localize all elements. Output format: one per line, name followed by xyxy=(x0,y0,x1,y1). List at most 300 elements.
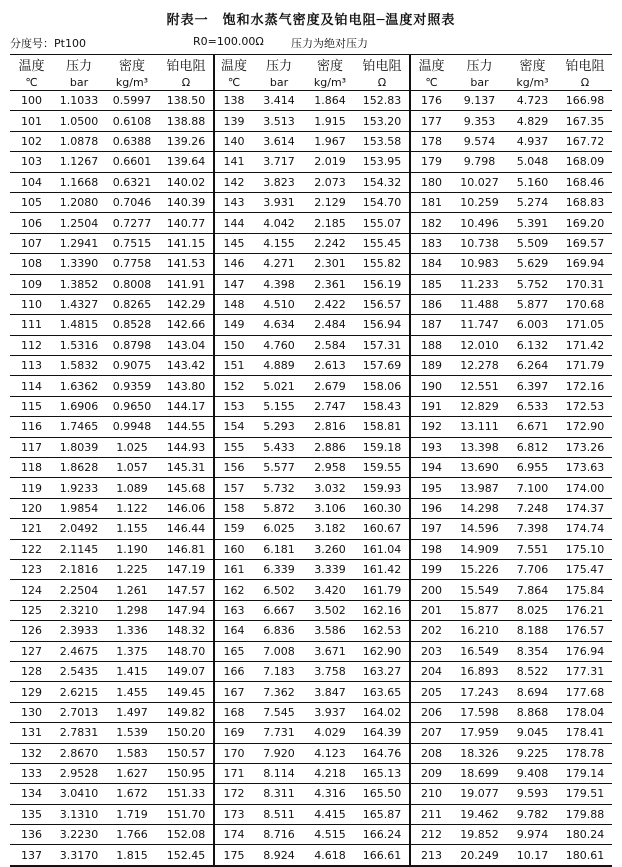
resistance-cell: 176.94 xyxy=(558,641,612,661)
unit-temperature: ℃ xyxy=(10,74,53,91)
temperature-cell: 135 xyxy=(10,804,53,824)
pressure-cell: 2.1145 xyxy=(53,539,105,559)
temperature-cell: 141 xyxy=(214,152,253,172)
density-cell: 2.816 xyxy=(305,417,355,437)
pressure-cell: 4.760 xyxy=(253,335,305,355)
resistance-cell: 178.41 xyxy=(558,723,612,743)
temperature-cell: 140 xyxy=(214,131,253,151)
resistance-cell: 153.95 xyxy=(355,152,410,172)
resistance-cell: 158.43 xyxy=(355,396,410,416)
temperature-cell: 143 xyxy=(214,192,253,212)
density-cell: 9.045 xyxy=(507,723,558,743)
pressure-note: 压力为绝对压力 xyxy=(291,37,368,50)
density-cell: 7.551 xyxy=(507,539,558,559)
pressure-cell: 5.155 xyxy=(253,396,305,416)
temperature-cell: 150 xyxy=(214,335,253,355)
pressure-cell: 12.829 xyxy=(452,396,507,416)
pressure-cell: 3.0410 xyxy=(53,784,105,804)
density-cell: 1.455 xyxy=(105,682,159,702)
header-pressure: 压力 xyxy=(253,55,305,75)
pressure-cell: 15.877 xyxy=(452,600,507,620)
resistance-cell: 162.90 xyxy=(355,641,410,661)
temperature-cell: 111 xyxy=(10,315,53,335)
table-row xyxy=(10,621,612,641)
pressure-cell: 10.027 xyxy=(452,172,507,192)
temperature-cell: 156 xyxy=(214,458,253,478)
pressure-cell: 4.042 xyxy=(253,213,305,233)
table-row xyxy=(10,478,612,498)
temperature-cell: 175 xyxy=(214,845,253,866)
density-cell: 1.864 xyxy=(305,91,355,111)
table-row xyxy=(10,274,612,294)
temperature-cell: 189 xyxy=(410,356,452,376)
temperature-cell: 200 xyxy=(410,580,452,600)
density-cell: 3.339 xyxy=(305,559,355,579)
resistance-cell: 169.20 xyxy=(558,213,612,233)
pressure-cell: 18.699 xyxy=(452,763,507,783)
temperature-cell: 203 xyxy=(410,641,452,661)
temperature-cell: 148 xyxy=(214,294,253,314)
density-cell: 6.264 xyxy=(507,356,558,376)
table-row xyxy=(10,254,612,274)
table-row xyxy=(10,702,612,722)
temperature-cell: 116 xyxy=(10,417,53,437)
temperature-cell: 181 xyxy=(410,192,452,212)
temperature-cell: 198 xyxy=(410,539,452,559)
resistance-cell: 140.39 xyxy=(159,192,214,212)
table-row xyxy=(10,376,612,396)
pressure-cell: 11.233 xyxy=(452,274,507,294)
pressure-cell: 1.2941 xyxy=(53,233,105,253)
temperature-cell: 210 xyxy=(410,784,452,804)
pressure-cell: 2.8670 xyxy=(53,743,105,763)
temperature-cell: 139 xyxy=(214,111,253,131)
table-row xyxy=(10,294,612,314)
pressure-cell: 3.2230 xyxy=(53,825,105,845)
temperature-cell: 169 xyxy=(214,723,253,743)
resistance-cell: 170.68 xyxy=(558,294,612,314)
table-row xyxy=(10,152,612,172)
resistance-cell: 154.32 xyxy=(355,172,410,192)
resistance-cell: 171.05 xyxy=(558,315,612,335)
resistance-cell: 175.84 xyxy=(558,580,612,600)
temperature-cell: 124 xyxy=(10,580,53,600)
temperature-cell: 182 xyxy=(410,213,452,233)
density-cell: 0.9650 xyxy=(105,396,159,416)
unit-pressure: bar xyxy=(253,74,305,91)
table-row xyxy=(10,559,612,579)
resistance-cell: 179.88 xyxy=(558,804,612,824)
density-cell: 0.8528 xyxy=(105,315,159,335)
pressure-cell: 1.9854 xyxy=(53,498,105,518)
density-cell: 0.6108 xyxy=(105,111,159,131)
density-cell: 2.129 xyxy=(305,192,355,212)
table-body xyxy=(10,91,612,866)
pressure-cell: 19.077 xyxy=(452,784,507,804)
pressure-cell: 2.4675 xyxy=(53,641,105,661)
pressure-cell: 10.738 xyxy=(452,233,507,253)
temperature-cell: 122 xyxy=(10,539,53,559)
pressure-cell: 3.717 xyxy=(253,152,305,172)
density-cell: 5.274 xyxy=(507,192,558,212)
resistance-cell: 144.93 xyxy=(159,437,214,457)
density-cell: 3.758 xyxy=(305,661,355,681)
pressure-cell: 2.3210 xyxy=(53,600,105,620)
temperature-cell: 123 xyxy=(10,559,53,579)
temperature-cell: 196 xyxy=(410,498,452,518)
pressure-cell: 2.0492 xyxy=(53,519,105,539)
grade-label: 分度号：Pt100 xyxy=(10,37,86,50)
resistance-cell: 153.20 xyxy=(355,111,410,131)
density-cell: 1.627 xyxy=(105,763,159,783)
unit-temperature: ℃ xyxy=(214,74,253,91)
temperature-cell: 188 xyxy=(410,335,452,355)
resistance-cell: 166.24 xyxy=(355,825,410,845)
pressure-cell: 4.634 xyxy=(253,315,305,335)
resistance-cell: 159.55 xyxy=(355,458,410,478)
pressure-cell: 1.0500 xyxy=(53,111,105,131)
pressure-cell: 13.690 xyxy=(452,458,507,478)
pressure-cell: 16.210 xyxy=(452,621,507,641)
pressure-cell: 1.3390 xyxy=(53,254,105,274)
resistance-cell: 163.65 xyxy=(355,682,410,702)
unit-temperature: ℃ xyxy=(410,74,452,91)
density-cell: 4.723 xyxy=(507,91,558,111)
resistance-cell: 149.07 xyxy=(159,661,214,681)
density-cell: 7.398 xyxy=(507,519,558,539)
temperature-cell: 167 xyxy=(214,682,253,702)
pressure-cell: 13.111 xyxy=(452,417,507,437)
density-cell: 0.6321 xyxy=(105,172,159,192)
density-cell: 5.509 xyxy=(507,233,558,253)
temperature-cell: 201 xyxy=(410,600,452,620)
temperature-cell: 107 xyxy=(10,233,53,253)
resistance-cell: 168.83 xyxy=(558,192,612,212)
resistance-cell: 177.31 xyxy=(558,661,612,681)
resistance-cell: 153.58 xyxy=(355,131,410,151)
temperature-cell: 149 xyxy=(214,315,253,335)
temperature-cell: 147 xyxy=(214,274,253,294)
pressure-cell: 16.549 xyxy=(452,641,507,661)
density-cell: 6.955 xyxy=(507,458,558,478)
resistance-cell: 142.66 xyxy=(159,315,214,335)
density-cell: 1.025 xyxy=(105,437,159,457)
resistance-cell: 172.16 xyxy=(558,376,612,396)
table-row xyxy=(10,356,612,376)
density-cell: 1.766 xyxy=(105,825,159,845)
temperature-cell: 178 xyxy=(410,131,452,151)
resistance-cell: 140.02 xyxy=(159,172,214,192)
density-cell: 2.958 xyxy=(305,458,355,478)
pressure-cell: 5.732 xyxy=(253,478,305,498)
resistance-cell: 148.32 xyxy=(159,621,214,641)
temperature-cell: 173 xyxy=(214,804,253,824)
density-cell: 9.225 xyxy=(507,743,558,763)
pressure-cell: 7.920 xyxy=(253,743,305,763)
resistance-cell: 174.37 xyxy=(558,498,612,518)
resistance-cell: 141.15 xyxy=(159,233,214,253)
unit-pressure: bar xyxy=(53,74,105,91)
temperature-cell: 151 xyxy=(214,356,253,376)
density-cell: 7.100 xyxy=(507,478,558,498)
density-cell: 1.967 xyxy=(305,131,355,151)
header-temperature: 温度 xyxy=(214,55,253,75)
resistance-cell: 166.61 xyxy=(355,845,410,866)
temperature-cell: 161 xyxy=(214,559,253,579)
density-cell: 0.6601 xyxy=(105,152,159,172)
temperature-cell: 131 xyxy=(10,723,53,743)
resistance-cell: 173.26 xyxy=(558,437,612,457)
header-resistance: 铂电阻 xyxy=(355,55,410,75)
resistance-cell: 151.70 xyxy=(159,804,214,824)
density-cell: 2.361 xyxy=(305,274,355,294)
resistance-cell: 147.19 xyxy=(159,559,214,579)
unit-resistance: Ω xyxy=(159,74,214,91)
temperature-cell: 152 xyxy=(214,376,253,396)
resistance-cell: 165.50 xyxy=(355,784,410,804)
resistance-cell: 154.70 xyxy=(355,192,410,212)
temperature-cell: 170 xyxy=(214,743,253,763)
resistance-cell: 145.68 xyxy=(159,478,214,498)
table-row xyxy=(10,600,612,620)
density-cell: 2.073 xyxy=(305,172,355,192)
resistance-cell: 161.04 xyxy=(355,539,410,559)
density-cell: 1.415 xyxy=(105,661,159,681)
resistance-cell: 176.21 xyxy=(558,600,612,620)
resistance-cell: 150.20 xyxy=(159,723,214,743)
temperature-cell: 101 xyxy=(10,111,53,131)
density-cell: 1.057 xyxy=(105,458,159,478)
density-cell: 9.408 xyxy=(507,763,558,783)
resistance-cell: 152.83 xyxy=(355,91,410,111)
density-cell: 0.8798 xyxy=(105,335,159,355)
header-temperature: 温度 xyxy=(410,55,452,75)
temperature-cell: 130 xyxy=(10,702,53,722)
density-cell: 1.122 xyxy=(105,498,159,518)
header-temperature: 温度 xyxy=(10,55,53,75)
pressure-cell: 10.259 xyxy=(452,192,507,212)
pressure-cell: 1.1033 xyxy=(53,91,105,111)
resistance-cell: 145.31 xyxy=(159,458,214,478)
resistance-cell: 156.19 xyxy=(355,274,410,294)
resistance-cell: 169.94 xyxy=(558,254,612,274)
table-row xyxy=(10,131,612,151)
resistance-cell: 174.00 xyxy=(558,478,612,498)
pressure-cell: 15.226 xyxy=(452,559,507,579)
density-cell: 8.522 xyxy=(507,661,558,681)
resistance-cell: 178.04 xyxy=(558,702,612,722)
density-cell: 9.782 xyxy=(507,804,558,824)
temperature-cell: 179 xyxy=(410,152,452,172)
density-cell: 2.747 xyxy=(305,396,355,416)
density-cell: 2.242 xyxy=(305,233,355,253)
resistance-cell: 157.31 xyxy=(355,335,410,355)
page-title: 附表一 饱和水蒸气密度及铂电阻─温度对照表 xyxy=(166,13,456,28)
resistance-cell: 155.82 xyxy=(355,254,410,274)
density-cell: 0.8008 xyxy=(105,274,159,294)
pressure-cell: 3.931 xyxy=(253,192,305,212)
pressure-cell: 12.278 xyxy=(452,356,507,376)
resistance-cell: 170.31 xyxy=(558,274,612,294)
resistance-cell: 164.39 xyxy=(355,723,410,743)
table-row xyxy=(10,233,612,253)
density-cell: 1.497 xyxy=(105,702,159,722)
temperature-cell: 126 xyxy=(10,621,53,641)
temperature-cell: 125 xyxy=(10,600,53,620)
resistance-cell: 147.94 xyxy=(159,600,214,620)
density-cell: 1.190 xyxy=(105,539,159,559)
temperature-cell: 205 xyxy=(410,682,452,702)
pressure-cell: 1.2504 xyxy=(53,213,105,233)
pressure-cell: 19.462 xyxy=(452,804,507,824)
density-cell: 0.9359 xyxy=(105,376,159,396)
density-cell: 5.877 xyxy=(507,294,558,314)
temperature-cell: 144 xyxy=(214,213,253,233)
density-cell: 3.586 xyxy=(305,621,355,641)
density-cell: 2.584 xyxy=(305,335,355,355)
resistance-cell: 143.80 xyxy=(159,376,214,396)
temperature-cell: 199 xyxy=(410,559,452,579)
resistance-cell: 139.64 xyxy=(159,152,214,172)
density-cell: 6.132 xyxy=(507,335,558,355)
resistance-cell: 149.82 xyxy=(159,702,214,722)
pressure-cell: 3.614 xyxy=(253,131,305,151)
resistance-cell: 157.69 xyxy=(355,356,410,376)
resistance-cell: 167.72 xyxy=(558,131,612,151)
pressure-cell: 1.6906 xyxy=(53,396,105,416)
resistance-cell: 159.18 xyxy=(355,437,410,457)
resistance-cell: 160.67 xyxy=(355,519,410,539)
resistance-cell: 172.90 xyxy=(558,417,612,437)
resistance-cell: 143.04 xyxy=(159,335,214,355)
density-cell: 0.7277 xyxy=(105,213,159,233)
resistance-cell: 167.35 xyxy=(558,111,612,131)
resistance-cell: 180.61 xyxy=(558,845,612,866)
temperature-cell: 192 xyxy=(410,417,452,437)
temperature-cell: 187 xyxy=(410,315,452,335)
resistance-cell: 150.95 xyxy=(159,763,214,783)
table-row xyxy=(10,91,612,111)
resistance-cell: 146.81 xyxy=(159,539,214,559)
temperature-cell: 119 xyxy=(10,478,53,498)
pressure-cell: 9.574 xyxy=(452,131,507,151)
table-row xyxy=(10,335,612,355)
density-cell: 3.032 xyxy=(305,478,355,498)
temperature-cell: 137 xyxy=(10,845,53,866)
temperature-cell: 155 xyxy=(214,437,253,457)
unit-density: kg/m³ xyxy=(507,74,558,91)
density-cell: 10.17 xyxy=(507,845,558,866)
table-row xyxy=(10,192,612,212)
temperature-cell: 117 xyxy=(10,437,53,457)
pressure-cell: 1.6362 xyxy=(53,376,105,396)
pressure-cell: 17.243 xyxy=(452,682,507,702)
density-cell: 2.613 xyxy=(305,356,355,376)
pressure-cell: 15.549 xyxy=(452,580,507,600)
pressure-cell: 5.872 xyxy=(253,498,305,518)
saturated-steam-table xyxy=(10,54,612,867)
density-cell: 4.829 xyxy=(507,111,558,131)
pressure-cell: 5.433 xyxy=(253,437,305,457)
r0-label: R0=100.00Ω xyxy=(193,35,264,48)
resistance-cell: 161.42 xyxy=(355,559,410,579)
pressure-cell: 6.339 xyxy=(253,559,305,579)
density-cell: 8.868 xyxy=(507,702,558,722)
density-cell: 2.484 xyxy=(305,315,355,335)
pressure-cell: 1.1267 xyxy=(53,152,105,172)
temperature-cell: 165 xyxy=(214,641,253,661)
resistance-cell: 164.76 xyxy=(355,743,410,763)
resistance-cell: 165.13 xyxy=(355,763,410,783)
resistance-cell: 156.57 xyxy=(355,294,410,314)
density-cell: 2.301 xyxy=(305,254,355,274)
resistance-cell: 144.55 xyxy=(159,417,214,437)
pressure-cell: 17.598 xyxy=(452,702,507,722)
temperature-cell: 180 xyxy=(410,172,452,192)
pressure-cell: 3.823 xyxy=(253,172,305,192)
resistance-cell: 142.29 xyxy=(159,294,214,314)
temperature-cell: 202 xyxy=(410,621,452,641)
density-cell: 7.864 xyxy=(507,580,558,600)
table-row xyxy=(10,825,612,845)
table-row xyxy=(10,580,612,600)
resistance-cell: 172.53 xyxy=(558,396,612,416)
temperature-cell: 172 xyxy=(214,784,253,804)
resistance-cell: 165.87 xyxy=(355,804,410,824)
temperature-cell: 138 xyxy=(214,91,253,111)
density-cell: 1.089 xyxy=(105,478,159,498)
density-cell: 5.391 xyxy=(507,213,558,233)
table-row xyxy=(10,437,612,457)
pressure-cell: 1.2080 xyxy=(53,192,105,212)
pressure-cell: 10.496 xyxy=(452,213,507,233)
temperature-cell: 146 xyxy=(214,254,253,274)
density-cell: 6.671 xyxy=(507,417,558,437)
pressure-cell: 1.1668 xyxy=(53,172,105,192)
resistance-cell: 155.07 xyxy=(355,213,410,233)
pressure-cell: 5.021 xyxy=(253,376,305,396)
density-cell: 8.694 xyxy=(507,682,558,702)
table-row xyxy=(10,458,612,478)
table-row xyxy=(10,682,612,702)
temperature-cell: 168 xyxy=(214,702,253,722)
temperature-cell: 207 xyxy=(410,723,452,743)
temperature-cell: 118 xyxy=(10,458,53,478)
unit-pressure: bar xyxy=(452,74,507,91)
temperature-cell: 209 xyxy=(410,763,452,783)
pressure-cell: 8.716 xyxy=(253,825,305,845)
temperature-cell: 114 xyxy=(10,376,53,396)
density-cell: 0.5997 xyxy=(105,91,159,111)
pressure-cell: 6.667 xyxy=(253,600,305,620)
pressure-cell: 7.545 xyxy=(253,702,305,722)
temperature-cell: 206 xyxy=(410,702,452,722)
unit-density: kg/m³ xyxy=(105,74,159,91)
resistance-cell: 149.45 xyxy=(159,682,214,702)
temperature-cell: 129 xyxy=(10,682,53,702)
pressure-cell: 4.889 xyxy=(253,356,305,376)
unit-resistance: Ω xyxy=(355,74,410,91)
pressure-cell: 17.959 xyxy=(452,723,507,743)
density-cell: 6.003 xyxy=(507,315,558,335)
pressure-cell: 9.353 xyxy=(452,111,507,131)
resistance-cell: 158.81 xyxy=(355,417,410,437)
density-cell: 4.515 xyxy=(305,825,355,845)
temperature-cell: 133 xyxy=(10,763,53,783)
density-cell: 1.261 xyxy=(105,580,159,600)
pressure-cell: 2.7831 xyxy=(53,723,105,743)
temperature-cell: 145 xyxy=(214,233,253,253)
